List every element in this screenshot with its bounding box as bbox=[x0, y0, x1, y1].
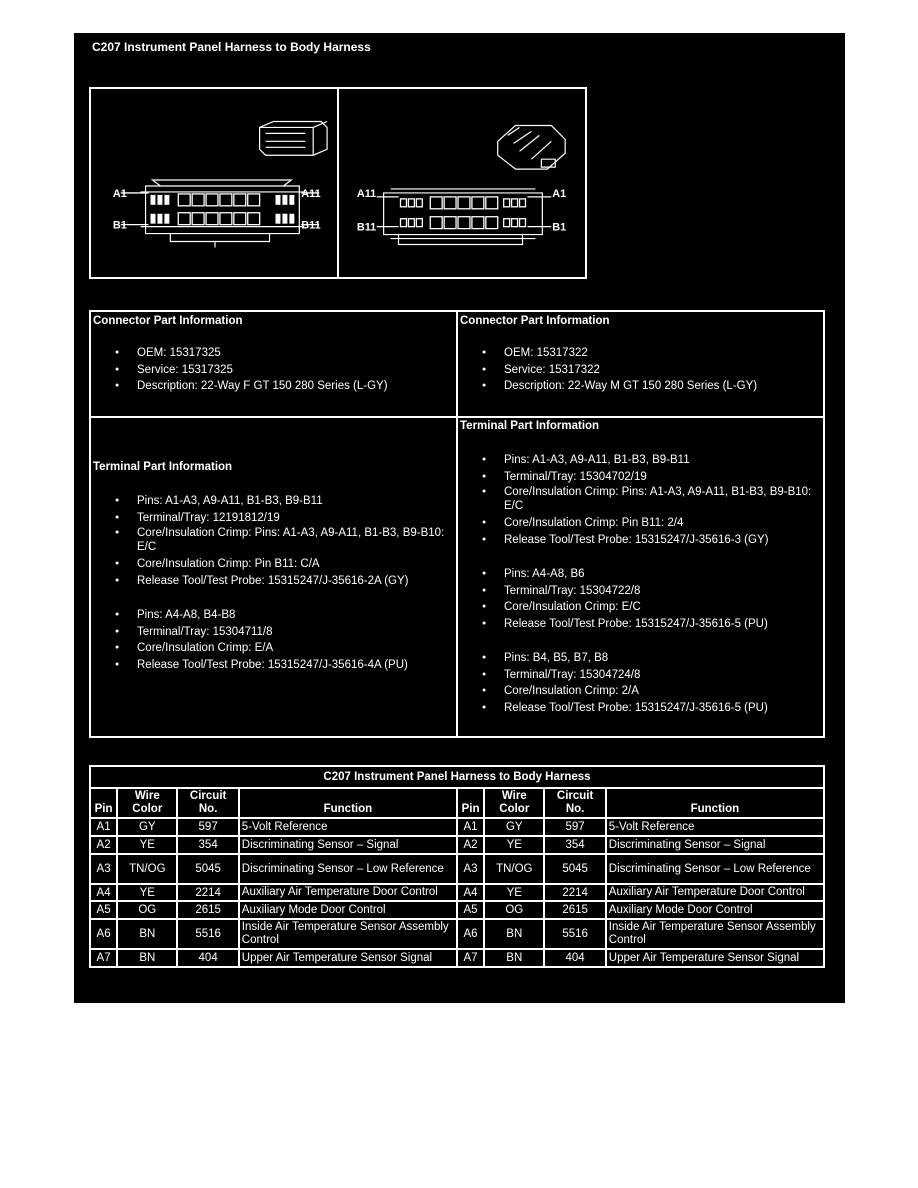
circuit-no-cell: 2615 bbox=[544, 901, 605, 919]
column-header-wire-color bbox=[117, 788, 177, 818]
list-item: ● Terminal/Tray: 12191812/19 bbox=[137, 510, 450, 527]
pin-label-a1: A1 bbox=[552, 187, 567, 200]
terminal-info-list bbox=[458, 452, 823, 548]
list-item: ● Pins: A1-A3, A9-A11, B1-B3, B9-B11 bbox=[504, 452, 817, 469]
circuit-no-cell: 597 bbox=[177, 818, 238, 836]
pin-cell: A1 bbox=[457, 818, 484, 836]
header-line: No. bbox=[565, 803, 585, 815]
connector-info-heading: Connector Part Information bbox=[93, 315, 243, 327]
circuit-no-cell: 2615 bbox=[177, 901, 238, 919]
function-cell: Upper Air Temperature Sensor Signal bbox=[239, 949, 457, 967]
function-cell: Auxiliary Air Temperature Door Control bbox=[606, 884, 824, 901]
list-item: ● Service: 15317325 bbox=[137, 362, 456, 379]
list-item: ● Release Tool/Test Probe: 15315247/J-35616-5 (PU) bbox=[504, 616, 823, 633]
function-cell: Discriminating Sensor – Signal bbox=[239, 836, 457, 854]
terminal-info-right bbox=[458, 418, 823, 736]
pin-cell: A2 bbox=[90, 836, 117, 854]
pin-label-b1: B1 bbox=[112, 219, 127, 232]
pinout-table bbox=[89, 765, 825, 968]
terminal-info-list bbox=[458, 650, 823, 716]
table-row bbox=[90, 901, 824, 919]
list-item: ● Terminal/Tray: 15304722/8 bbox=[504, 583, 823, 600]
list-item: ● Release Tool/Test Probe: 15315247/J-35616-3 (GY) bbox=[504, 532, 817, 549]
function-cell: Inside Air Temperature Sensor Assembly Control bbox=[239, 919, 457, 949]
table-row bbox=[90, 884, 824, 901]
table-row bbox=[90, 836, 824, 854]
circuit-no-cell: 404 bbox=[544, 949, 605, 967]
list-item: ● Core/Insulation Crimp: 2/A bbox=[504, 683, 823, 700]
wire-color-cell: OG bbox=[117, 901, 177, 919]
pin-cell: A7 bbox=[457, 949, 484, 967]
wire-color-cell: BN bbox=[117, 949, 177, 967]
header-line: Wire bbox=[134, 790, 160, 802]
pin-cell: A3 bbox=[90, 854, 117, 884]
list-item: ● OEM: 15317325 bbox=[137, 345, 456, 362]
list-item: ● Core/Insulation Crimp: Pin B11: C/A bbox=[137, 556, 450, 573]
pin-label-a11: A11 bbox=[356, 187, 377, 200]
pin-label-a11: A11 bbox=[301, 187, 321, 200]
circuit-no-cell: 354 bbox=[544, 836, 605, 854]
header-line: No. bbox=[198, 803, 218, 815]
list-item: ● Pins: A1-A3, A9-A11, B1-B3, B9-B11 bbox=[137, 493, 450, 510]
wire-color-cell: BN bbox=[484, 949, 544, 967]
list-item: ● Terminal/Tray: 15304702/19 bbox=[504, 469, 817, 486]
connector-panel bbox=[74, 33, 845, 1003]
connector-info-list bbox=[458, 345, 823, 395]
wire-color-cell: GY bbox=[117, 818, 177, 836]
circuit-no-cell: 2214 bbox=[177, 884, 238, 901]
pin-cell: A5 bbox=[457, 901, 484, 919]
circuit-no-cell: 5516 bbox=[544, 919, 605, 949]
pinout-rows bbox=[90, 818, 824, 967]
circuit-no-cell: 5045 bbox=[177, 854, 238, 884]
connector-info-heading: Connector Part Information bbox=[460, 315, 610, 327]
female-connector-view bbox=[91, 89, 337, 277]
table-title: C207 Instrument Panel Harness to Body Harness bbox=[90, 766, 824, 788]
wire-color-cell: OG bbox=[484, 901, 544, 919]
list-item: ● Pins: B4, B5, B7, B8 bbox=[504, 650, 823, 667]
function-cell: Inside Air Temperature Sensor Assembly Control bbox=[606, 919, 824, 949]
pin-cell: A6 bbox=[457, 919, 484, 949]
function-cell: 5-Volt Reference bbox=[606, 818, 824, 836]
function-cell: 5-Volt Reference bbox=[239, 818, 457, 836]
wire-color-cell: GY bbox=[484, 818, 544, 836]
list-item: ● Release Tool/Test Probe: 15315247/J-35616-2A (GY) bbox=[137, 573, 450, 590]
pin-cell: A4 bbox=[457, 884, 484, 901]
header-line: Circuit bbox=[556, 790, 594, 802]
terminal-info-list bbox=[91, 493, 456, 589]
list-item: ● Release Tool/Test Probe: 15315247/J-35616-4A (PU) bbox=[137, 657, 456, 674]
connector-info-left bbox=[91, 312, 458, 418]
list-item: ● Core/Insulation Crimp: E/A bbox=[137, 640, 456, 657]
list-item: ● Core/Insulation Crimp: Pins: A1-A3, A9-A11, B1-B3, B9-B10: E/C bbox=[137, 526, 450, 556]
circuit-no-cell: 404 bbox=[177, 949, 238, 967]
connector-info-list bbox=[91, 345, 456, 395]
table-row bbox=[90, 949, 824, 967]
pin-cell: A2 bbox=[457, 836, 484, 854]
pin-cell: A6 bbox=[90, 919, 117, 949]
list-item: ● Pins: A4-A8, B6 bbox=[504, 566, 823, 583]
function-cell: Discriminating Sensor – Signal bbox=[606, 836, 824, 854]
pin-cell: A1 bbox=[90, 818, 117, 836]
wire-color-cell: BN bbox=[117, 919, 177, 949]
terminal-info-list bbox=[91, 607, 456, 673]
function-cell: Auxiliary Air Temperature Door Control bbox=[239, 884, 457, 901]
table-row bbox=[90, 818, 824, 836]
circuit-no-cell: 5045 bbox=[544, 854, 605, 884]
function-cell: Discriminating Sensor – Low Reference bbox=[239, 854, 457, 884]
list-item: ● Release Tool/Test Probe: 15315247/J-35616-5 (PU) bbox=[504, 700, 823, 717]
list-item: ● Description: 22-Way M GT 150 280 Series (L-GY) bbox=[504, 378, 823, 395]
pin-label-b11: B11 bbox=[301, 219, 321, 232]
terminal-info-heading: Terminal Part Information bbox=[460, 420, 600, 432]
function-cell: Auxiliary Mode Door Control bbox=[606, 901, 824, 919]
wire-color-cell: YE bbox=[484, 836, 544, 854]
column-header-wire-color bbox=[484, 788, 544, 818]
terminal-info-left bbox=[91, 418, 458, 736]
pin-label-b11: B11 bbox=[356, 221, 377, 234]
column-header-pin: Pin bbox=[90, 788, 117, 818]
column-header-pin: Pin bbox=[457, 788, 484, 818]
terminal-info-list bbox=[458, 566, 823, 632]
function-cell: Upper Air Temperature Sensor Signal bbox=[606, 949, 824, 967]
column-header-function: Function bbox=[239, 788, 457, 818]
header-line: Color bbox=[499, 803, 530, 815]
circuit-no-cell: 5516 bbox=[177, 919, 238, 949]
table-row bbox=[90, 854, 824, 884]
header-line: Color bbox=[132, 803, 163, 815]
pin-label-b1: B1 bbox=[552, 221, 567, 234]
list-item: ● Terminal/Tray: 15304724/8 bbox=[504, 667, 823, 684]
male-connector-drawing bbox=[339, 89, 585, 277]
header-line: Circuit bbox=[189, 790, 227, 802]
list-item: ● Core/Insulation Crimp: E/C bbox=[504, 599, 823, 616]
wire-color-cell: YE bbox=[484, 884, 544, 901]
list-item: ● Core/Insulation Crimp: Pin B11: 2/4 bbox=[504, 515, 817, 532]
male-connector-view bbox=[337, 89, 585, 277]
connector-diagram bbox=[89, 87, 587, 279]
function-cell: Auxiliary Mode Door Control bbox=[239, 901, 457, 919]
connector-info-right bbox=[458, 312, 823, 418]
column-header-circuit-no bbox=[177, 788, 238, 818]
function-cell: Discriminating Sensor – Low Reference bbox=[606, 854, 824, 884]
list-item: ● Description: 22-Way F GT 150 280 Series (L-GY) bbox=[137, 378, 456, 395]
wire-color-cell: YE bbox=[117, 884, 177, 901]
pin-label-a1: A1 bbox=[112, 187, 127, 200]
page-title: C207 Instrument Panel Harness to Body Harness bbox=[92, 40, 371, 54]
wire-color-cell: TN/OG bbox=[117, 854, 177, 884]
column-header-function: Function bbox=[606, 788, 824, 818]
list-item: ● Pins: A4-A8, B4-B8 bbox=[137, 607, 456, 624]
pin-cell: A3 bbox=[457, 854, 484, 884]
wire-color-cell: BN bbox=[484, 919, 544, 949]
part-information-grid bbox=[89, 310, 825, 738]
list-item: ● Service: 15317322 bbox=[504, 362, 823, 379]
header-line: Wire bbox=[501, 790, 527, 802]
circuit-no-cell: 354 bbox=[177, 836, 238, 854]
wire-color-cell: TN/OG bbox=[484, 854, 544, 884]
table-row bbox=[90, 919, 824, 949]
wire-color-cell: YE bbox=[117, 836, 177, 854]
pin-cell: A4 bbox=[90, 884, 117, 901]
female-connector-drawing bbox=[91, 89, 337, 277]
circuit-no-cell: 597 bbox=[544, 818, 605, 836]
terminal-info-heading: Terminal Part Information bbox=[93, 461, 233, 473]
pin-cell: A7 bbox=[90, 949, 117, 967]
pin-cell: A5 bbox=[90, 901, 117, 919]
circuit-no-cell: 2214 bbox=[544, 884, 605, 901]
list-item: ● Core/Insulation Crimp: Pins: A1-A3, A9-A11, B1-B3, B9-B10: E/C bbox=[504, 485, 817, 515]
column-header-circuit-no bbox=[544, 788, 605, 818]
list-item: ● OEM: 15317322 bbox=[504, 345, 823, 362]
list-item: ● Terminal/Tray: 15304711/8 bbox=[137, 624, 456, 641]
